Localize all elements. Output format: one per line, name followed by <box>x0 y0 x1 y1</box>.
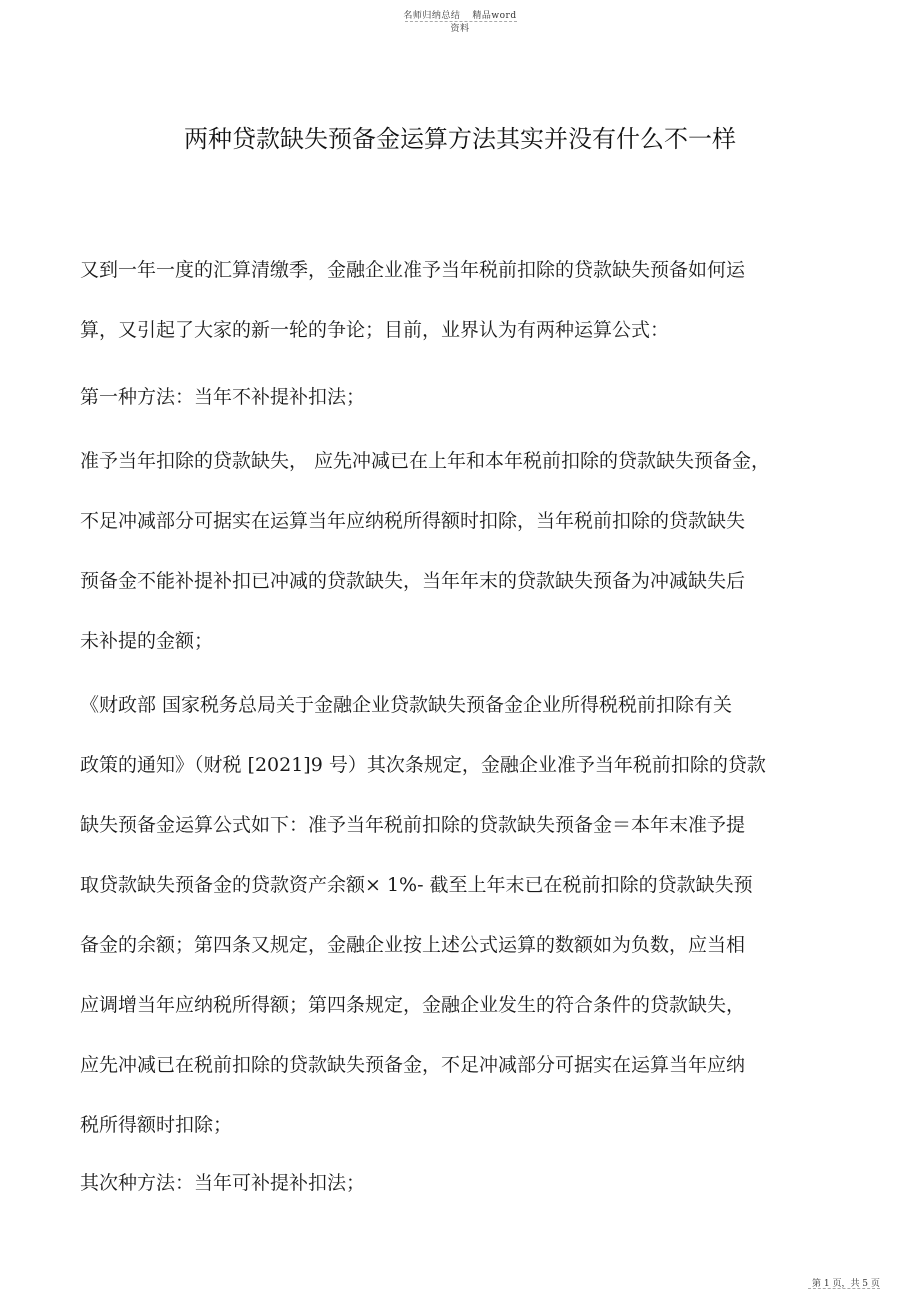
paragraph-line: 政策的通知》（财税 [2021]9 号）其次条规定，金融企业准予当年税前扣除的贷款 <box>80 754 766 776</box>
paragraph-line: 算，又引起了大家的新一轮的争论；目前，业界认为有两种运算公式： <box>80 319 670 341</box>
paragraph-line: 准予当年扣除的贷款缺失， 应先冲减已在上年和本年税前扣除的贷款缺失预备金， <box>80 450 771 472</box>
paragraph-line: 缺失预备金运算公式如下：准予当年税前扣除的贷款缺失预备金＝本年末准予提 <box>80 814 746 836</box>
paragraph-line: 《财政部 国家税务总局关于金融企业贷款缺失预备金企业所得税税前扣除有关 <box>80 694 733 716</box>
paragraph-line: 应先冲减已在税前扣除的贷款缺失预备金，不足冲减部分可据实在运算当年应纳 <box>80 1054 746 1076</box>
paragraph-line: 其次种方法：当年可补提补扣法； <box>80 1172 366 1194</box>
paragraph-line: 未补提的金额； <box>80 630 214 652</box>
paragraph-line: 第一种方法：当年不补提补扣法； <box>80 386 366 408</box>
paragraph-regulation <box>80 675 840 1155</box>
paragraph-intro <box>80 240 840 360</box>
header-rule <box>405 21 517 22</box>
paragraph-line: 备金的余额；第四条又规定，金融企业按上述公式运算的数额如为负数，应当相 <box>80 934 746 956</box>
paragraph-method-one-heading <box>80 367 840 427</box>
document-title: 两种贷款缺失预备金运算方法其实并没有什么不一样 <box>184 125 736 153</box>
paragraph-line: 取贷款缺失预备金的贷款资产余额× 1%- 截至上年末已在税前扣除的贷款缺失预 <box>80 874 753 896</box>
paragraph-line: 税所得额时扣除； <box>80 1114 233 1136</box>
page-number: 第 1 页，共 5 页 <box>812 1279 880 1289</box>
footer-rule <box>808 1288 880 1289</box>
header-right-text: 精品word资料 <box>450 11 517 34</box>
paragraph-method-one-body <box>80 431 840 671</box>
paragraph-line: 不足冲减部分可据实在运算当年应纳税所得额时扣除，当年税前扣除的贷款缺失 <box>80 510 746 532</box>
paragraph-line: 预备金不能补提补扣已冲减的贷款缺失，当年年末的贷款缺失预备为冲减缺失后 <box>80 570 746 592</box>
paragraph-line: 又到一年一度的汇算清缴季，金融企业准予当年税前扣除的贷款缺失预备如何运 <box>80 259 746 281</box>
paragraph-line: 应调增当年应纳税所得额；第四条规定，金融企业发生的符合条件的贷款缺失， <box>80 994 746 1016</box>
paragraph-method-two-heading <box>80 1153 840 1213</box>
header-left-text: 名师归纳总结 <box>403 11 461 21</box>
